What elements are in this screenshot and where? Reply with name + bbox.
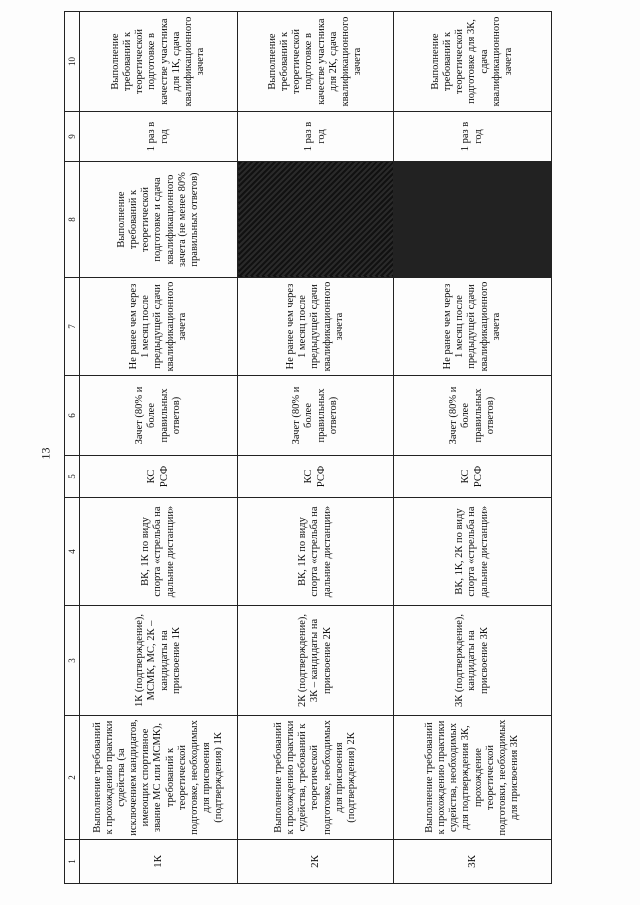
col-number: 6 [65,376,80,456]
table-row [80,12,238,884]
rank-cell: 2К [238,840,394,884]
col-number: 9 [65,112,80,162]
page-number: 13 [38,447,53,460]
frequency-cell: 1 раз в год [394,112,552,162]
candidates-cell: 3К (подтверждение), кандидаты на присвоение 3К [394,606,552,716]
frequency-cell: 1 раз в год [238,112,394,162]
rotated-table-wrapper [64,12,552,884]
exam-form-cell: Зачет (80% и более правильных ответов) [394,376,552,456]
blacked-out-cell [238,162,394,278]
requirement-cell: Выполнение требований к прохождению практики судейства, необходимых для подтверждения 3К, прохождение теоретической подготовки, необходимых для присвоения 3К [394,716,552,840]
examiners-cell: ВК, 1К по виду спорта «стрельба на дальние дистанции» [238,498,394,606]
col-number: 1 [65,840,80,884]
participant-cell: Выполнение требований к теоретической подготовке в качестве участника для 1К, сдача квалификационного зачета [80,12,238,112]
col-number: 3 [65,606,80,716]
candidates-cell: 1К (подтверждение), МСМК, МС, 2К – кандидаты на присвоение 1К [80,606,238,716]
requirement-cell: Выполнение требований к прохождению практики судейства (за исключением кандидатов, имеющих спортивное звание МС или МСМК), требований к теоретической подготовке, необходимых для присвоения (подтверждения) 1К [80,716,238,840]
col-number: 10 [65,12,80,112]
exam-form-cell: Зачет (80% и более правильных ответов) [238,376,394,456]
requirement-cell: Выполнение требований к прохождению практики судейства, требований к теоретической подготовке, необходимых для присвоения (подтверждения) 2К [238,716,394,840]
rank-cell: 3К [394,840,552,884]
rank-cell: 1К [80,840,238,884]
table-row [394,12,552,884]
examiners-cell: ВК, 1К, 2К по виду спорта «стрельба на дальние дистанции» [394,498,552,606]
table-row [238,12,394,884]
qualification-table [64,11,552,884]
examiners-cell: ВК, 1К по виду спорта «стрельба на дальние дистанции» [80,498,238,606]
col-number: 7 [65,278,80,376]
retake-cell: Не ранее чем через 1 месяц после предыдущей сдачи квалификационного зачета [394,278,552,376]
conditions-cell: Выполнение требований к теоретической подготовке и сдача квалификационного зачета (не менее 80% правильных ответов) [80,162,238,278]
retake-cell: Не ранее чем через 1 месяц после предыдущей сдачи квалификационного зачета [80,278,238,376]
organizer-cell: КС РСФ [394,456,552,498]
col-number: 5 [65,456,80,498]
candidates-cell: 2К (подтверждение), 3К – кандидаты на присвоение 2К [238,606,394,716]
organizer-cell: КС РСФ [238,456,394,498]
frequency-cell: 1 раз в год [80,112,238,162]
col-number: 4 [65,498,80,606]
participant-cell: Выполнение требований к теоретической подготовке для 3К, сдача квалификационного зачета [394,12,552,112]
organizer-cell: КС РСФ [80,456,238,498]
exam-form-cell: Зачет (80% и более правильных ответов) [80,376,238,456]
retake-cell: Не ранее чем через 1 месяц после предыдущей сдачи квалификационного зачета [238,278,394,376]
participant-cell: Выполнение требований к теоретической подготовке в качестве участника для 2К, сдача квалификационного зачета [238,12,394,112]
blacked-out-cell [394,162,552,278]
col-number: 2 [65,716,80,840]
col-number: 8 [65,162,80,278]
column-number-row [65,12,80,884]
